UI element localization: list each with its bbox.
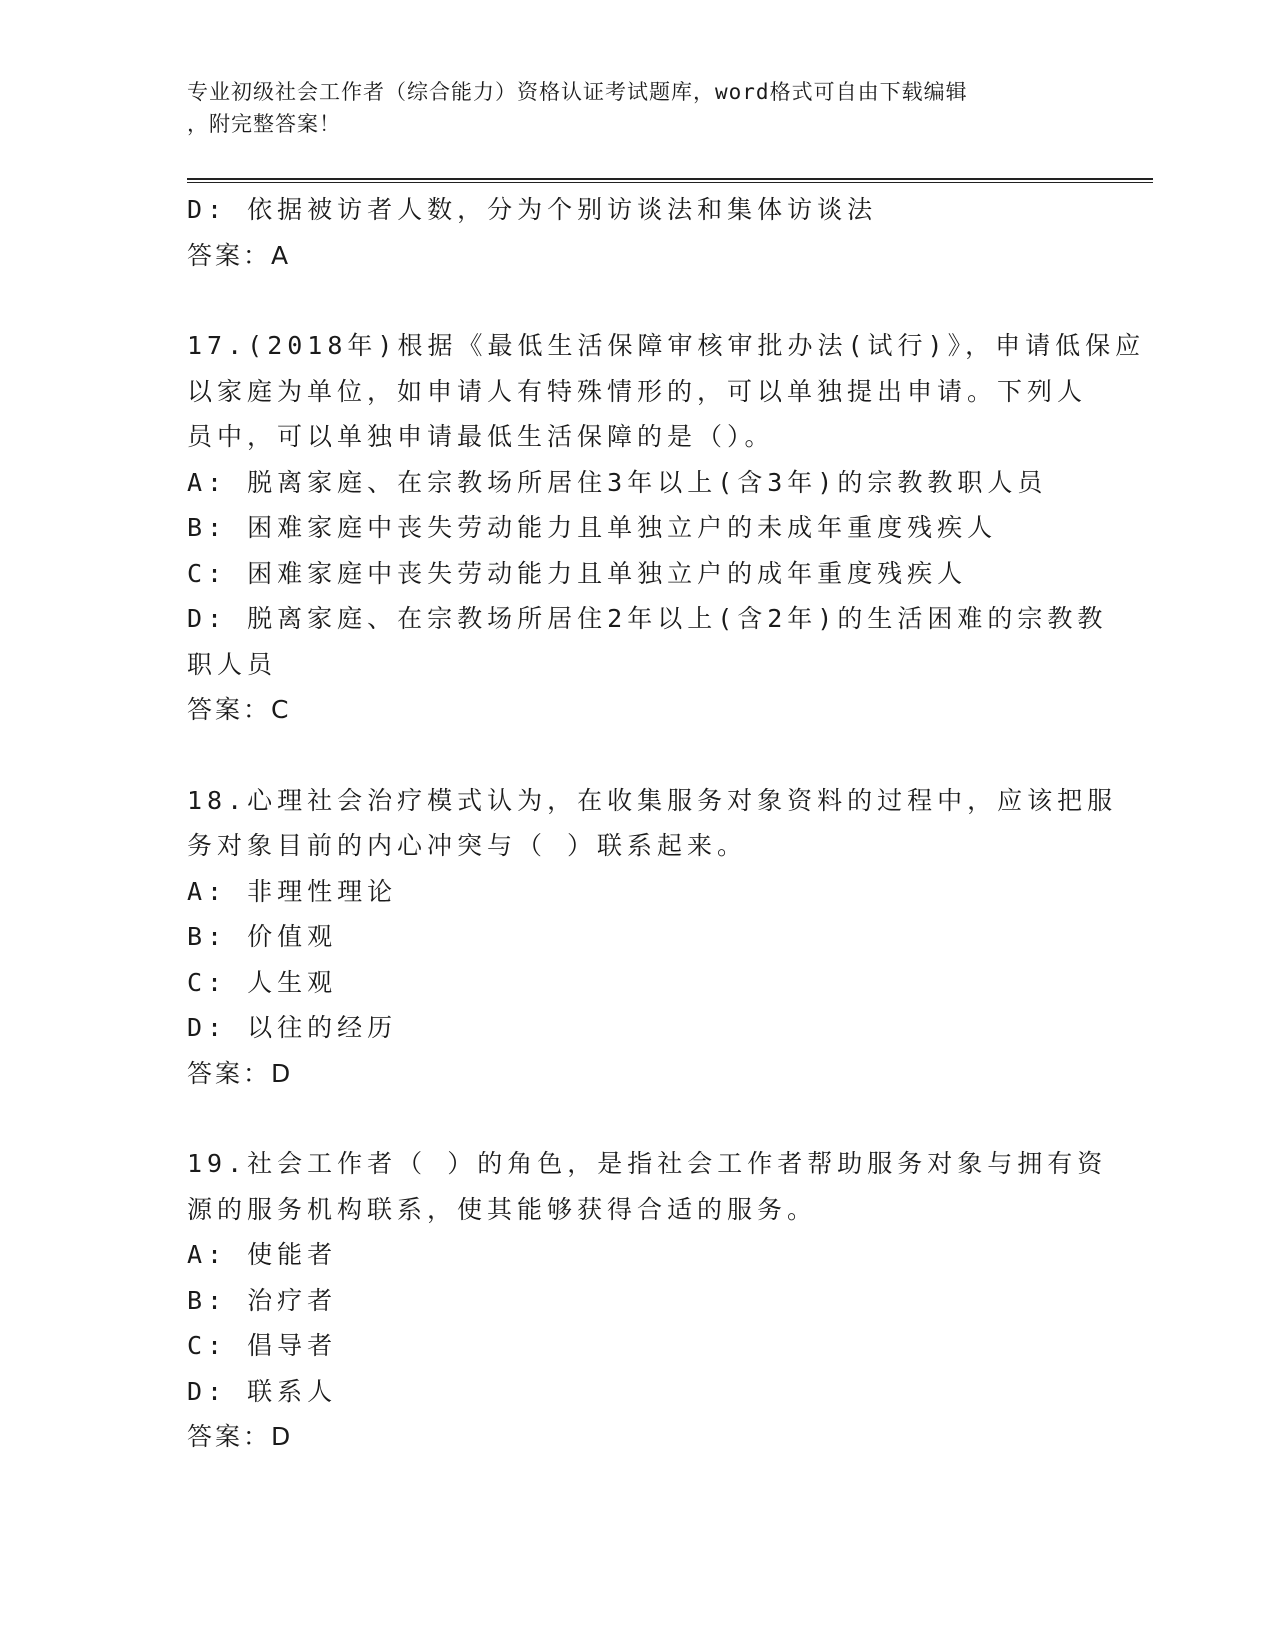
option-b: B: 困难家庭中丧失劳动能力且单独立户的未成年重度残疾人 bbox=[187, 513, 998, 542]
option-a: A: 脱离家庭、在宗教场所居住3年以上(含3年)的宗教教职人员 bbox=[187, 467, 1048, 497]
question-stem-line: 17.(2018年)根据《最低生活保障审核审批办法(试行)》，申请低保应 bbox=[187, 331, 1146, 360]
option-d: D: 依据被访者人数，分为个别访谈法和集体访谈法 bbox=[187, 195, 878, 224]
previous-question-tail bbox=[187, 187, 1087, 278]
option-c: C: 倡导者 bbox=[187, 1331, 338, 1360]
answer-line: 答案：D bbox=[187, 1422, 294, 1451]
question-stem-line: 18.心理社会治疗模式认为，在收集服务对象资料的过程中，应该把服 bbox=[187, 785, 1118, 815]
answer-line: 答案：D bbox=[187, 1058, 294, 1088]
header-title-line-1: 专业初级社会工作者（综合能力）资格认证考试题库，word格式可自由下载编辑 bbox=[187, 80, 968, 104]
header-divider bbox=[187, 178, 1153, 183]
option-d-continuation: 职人员 bbox=[187, 649, 278, 679]
question-stem-line: 源的服务机构联系，使其能够获得合适的服务。 bbox=[187, 1194, 818, 1224]
question-stem-line: 19.社会工作者（ ）的角色，是指社会工作者帮助服务对象与拥有资 bbox=[187, 1149, 1108, 1178]
answer-line: 答案：C bbox=[187, 695, 292, 724]
header-title-line-2: ，附完整答案！ bbox=[187, 112, 341, 136]
question-18 bbox=[187, 778, 1118, 1097]
option-a: A: 非理性理论 bbox=[187, 876, 398, 906]
option-d: D: 脱离家庭、在宗教场所居住2年以上(含2年)的生活困难的宗教教 bbox=[187, 604, 1108, 633]
question-stem-line: 务对象目前的内心冲突与（ ）联系起来。 bbox=[187, 831, 748, 860]
answer-line: 答案：A bbox=[187, 240, 292, 270]
question-19 bbox=[187, 1141, 1108, 1460]
option-d: D: 联系人 bbox=[187, 1376, 338, 1406]
question-stem-line: 以家庭为单位，如申请人有特殊情形的，可以单独提出申请。下列人 bbox=[187, 376, 1088, 406]
question-17 bbox=[187, 323, 1146, 733]
option-c: C: 困难家庭中丧失劳动能力且单独立户的成年重度残疾人 bbox=[187, 558, 968, 588]
option-c: C: 人生观 bbox=[187, 967, 338, 997]
option-a: A: 使能者 bbox=[187, 1240, 338, 1269]
option-b: B: 治疗者 bbox=[187, 1285, 338, 1315]
question-stem-line: 员中，可以单独申请最低生活保障的是（）。 bbox=[187, 422, 775, 451]
document-body bbox=[187, 187, 1146, 1460]
page-header bbox=[187, 76, 1067, 140]
option-b: B: 价值观 bbox=[187, 922, 338, 951]
option-d: D: 以往的经历 bbox=[187, 1013, 398, 1042]
